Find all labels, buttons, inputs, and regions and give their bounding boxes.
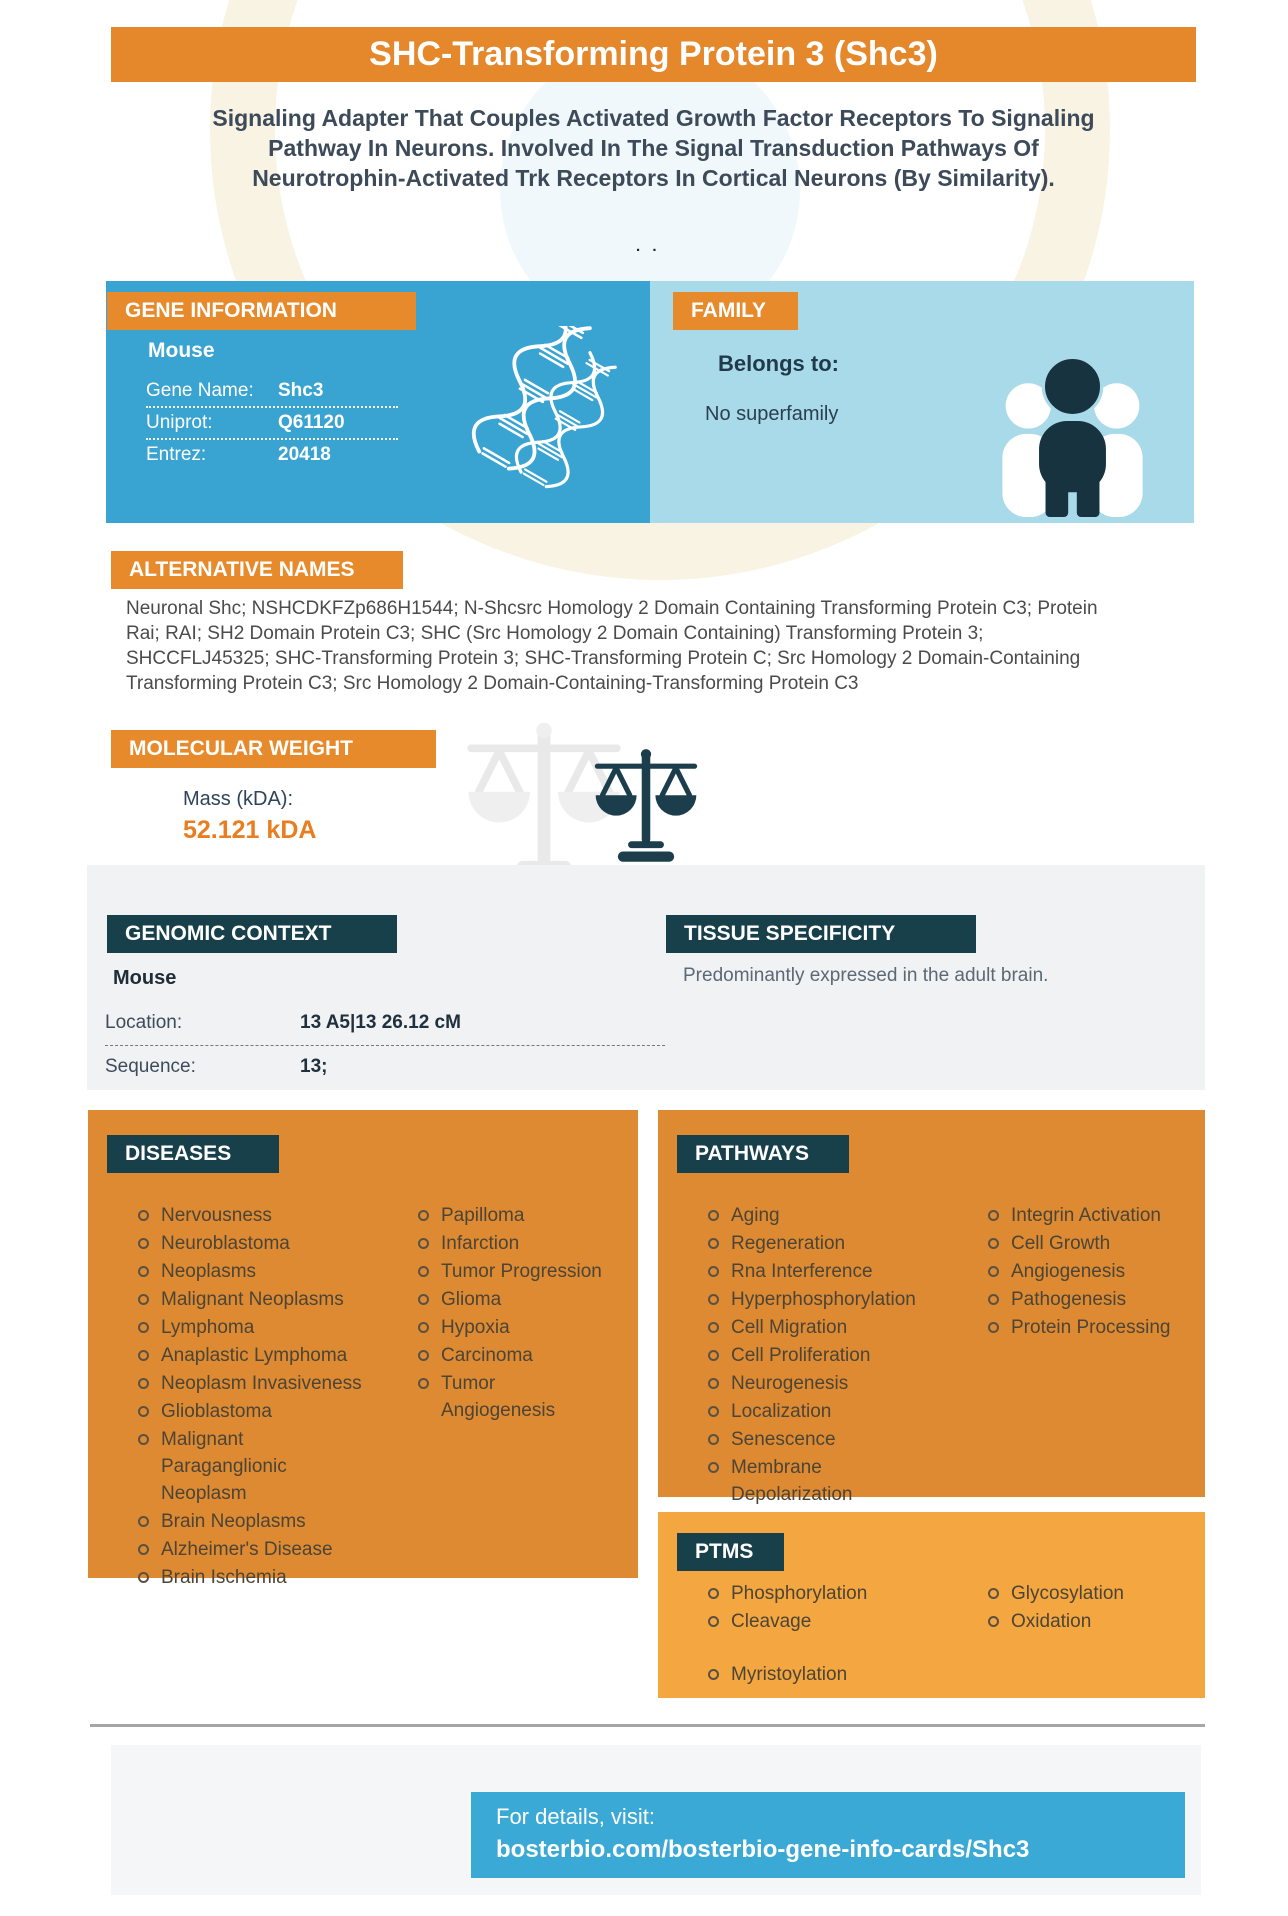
bullet-icon: [988, 1588, 999, 1599]
list-item: Glioblastoma: [138, 1398, 363, 1425]
row-value: Shc3: [278, 380, 324, 401]
row-label: Gene Name:: [146, 380, 254, 401]
table-row: [105, 1055, 665, 1079]
bullet-icon: [708, 1378, 719, 1389]
list-item: Brain Neoplasms: [138, 1508, 363, 1535]
list-item: Neuroblastoma: [138, 1230, 363, 1257]
list-item: Myristoylation: [708, 1661, 928, 1688]
bullet-icon: [988, 1322, 999, 1333]
gene-info-table: [146, 379, 398, 473]
summary-line: Pathway In Neurons. Involved In The Signal Transduction Pathways Of: [268, 135, 1039, 161]
bullet-icon: [418, 1350, 429, 1361]
molecular-weight-heading: MOLECULAR WEIGHT: [111, 730, 436, 768]
row-label: Uniprot:: [146, 412, 213, 433]
footer-divider: [90, 1724, 1205, 1727]
bullet-icon: [418, 1378, 429, 1389]
bullet-icon: [988, 1616, 999, 1627]
dna-icon: [458, 326, 638, 516]
family-heading: FAMILY: [673, 292, 798, 330]
list-item: Malignant Paraganglionic Neoplasm: [138, 1426, 363, 1507]
pathways-column-2: [988, 1202, 1188, 1342]
bullet-icon: [418, 1322, 429, 1333]
list-item: Cell Migration: [708, 1314, 928, 1341]
mass-label: Mass (kDA):: [183, 788, 293, 810]
row-value: 13 A5|13 26.12 cM: [300, 1012, 461, 1033]
mass-value: 52.121 kDA: [183, 816, 317, 844]
list-item: Neoplasms: [138, 1258, 363, 1285]
list-item: Protein Processing: [988, 1314, 1188, 1341]
species-label: Mouse: [148, 339, 215, 362]
alt-name-line: SHCCFLJ45325; SHC-Transforming Protein 3; SHC-Transforming Protein C; Src Homology 2 Domain-Containing: [126, 648, 1081, 669]
bullet-icon: [988, 1210, 999, 1221]
belongs-to-value: No superfamily: [705, 403, 839, 425]
row-label: Location:: [105, 1012, 183, 1033]
bullet-icon: [138, 1350, 149, 1361]
bullet-icon: [418, 1210, 429, 1221]
table-row: [146, 411, 398, 440]
stray-dots: . .: [636, 238, 661, 255]
ptms-column-2: [988, 1580, 1188, 1636]
bullet-icon: [418, 1294, 429, 1305]
list-item: Regeneration: [708, 1230, 928, 1257]
pathways-panel: [658, 1110, 1205, 1505]
tissue-specificity-text: Predominantly expressed in the adult brain.: [683, 965, 1049, 986]
list-item: Neurogenesis: [708, 1370, 928, 1397]
bullet-icon: [708, 1210, 719, 1221]
list-item: Alzheimer's Disease: [138, 1536, 363, 1563]
list-item: Anaplastic Lymphoma: [138, 1342, 363, 1369]
bullet-icon: [708, 1350, 719, 1361]
row-value: 13;: [300, 1056, 328, 1077]
page-title: SHC-Transforming Protein 3 (Shc3): [111, 27, 1196, 82]
summary-line: Neurotrophin-Activated Trk Receptors In Cortical Neurons (By Similarity).: [252, 165, 1055, 191]
list-item: Nervousness: [138, 1202, 363, 1229]
list-item: Aging: [708, 1202, 928, 1229]
row-value: Q61120: [278, 412, 345, 433]
pathways-heading: PATHWAYS: [677, 1135, 849, 1173]
diseases-heading: DISEASES: [107, 1135, 279, 1173]
tissue-specificity-heading: TISSUE SPECIFICITY: [666, 915, 976, 953]
species-label: Mouse: [113, 967, 177, 989]
family-panel: [650, 281, 1194, 523]
alternative-names-heading: ALTERNATIVE NAMES: [111, 551, 403, 589]
bullet-icon: [138, 1378, 149, 1389]
list-item: Carcinoma: [418, 1342, 613, 1369]
people-group-icon: [980, 339, 1165, 517]
gene-summary: [111, 103, 1196, 193]
bullet-icon: [138, 1544, 149, 1555]
bullet-icon: [138, 1294, 149, 1305]
list-item: Membrane Depolarization: [708, 1454, 928, 1508]
bullet-icon: [138, 1238, 149, 1249]
bullet-icon: [708, 1406, 719, 1417]
list-item: Infarction: [418, 1230, 613, 1257]
gene-information-heading: GENE INFORMATION: [107, 292, 416, 330]
list-item: Brain Ischemia: [138, 1564, 363, 1591]
list-item: Glioma: [418, 1286, 613, 1313]
list-item: Lymphoma: [138, 1314, 363, 1341]
bullet-icon: [418, 1238, 429, 1249]
bullet-icon: [708, 1294, 719, 1305]
summary-line: Signaling Adapter That Couples Activated Growth Factor Receptors To Signaling: [212, 105, 1095, 131]
list-item: Cleavage: [708, 1608, 928, 1635]
list-item: Cell Proliferation: [708, 1342, 928, 1369]
bullet-icon: [138, 1266, 149, 1277]
list-item: Oxidation: [988, 1608, 1188, 1635]
list-item: Papilloma: [418, 1202, 613, 1229]
alt-name-line: Transforming Protein C3; Src Homology 2 Domain-Containing-Transforming Protein C3: [126, 673, 859, 694]
alt-name-line: Rai; RAI; SH2 Domain Protein C3; SHC (Src Homology 2 Domain Containing) Transforming Protein 3;: [126, 623, 984, 644]
genomic-context-heading: GENOMIC CONTEXT: [107, 915, 397, 953]
bullet-icon: [708, 1266, 719, 1277]
bullet-icon: [138, 1406, 149, 1417]
diseases-column-1: [138, 1202, 363, 1592]
gene-card-link[interactable]: bosterbio.com/bosterbio-gene-info-cards/Shc3: [496, 1836, 1030, 1863]
list-item: Neoplasm Invasiveness: [138, 1370, 363, 1397]
list-item: Hyperphosphorylation: [708, 1286, 928, 1313]
list-item: Hypoxia: [418, 1314, 613, 1341]
list-item: Rna Interference: [708, 1258, 928, 1285]
table-row: [146, 379, 398, 408]
table-row: [105, 1011, 665, 1046]
list-item: Integrin Activation: [988, 1202, 1188, 1229]
balance-scale-icon: [582, 744, 710, 872]
list-item: Tumor Progression: [418, 1258, 613, 1285]
belongs-to-label: Belongs to:: [718, 351, 839, 376]
list-item: Senescence: [708, 1426, 928, 1453]
gene-information-panel: [106, 281, 650, 523]
row-label: Sequence:: [105, 1056, 196, 1077]
genomic-context-table: [105, 1011, 665, 1079]
bullet-icon: [138, 1210, 149, 1221]
bullet-icon: [708, 1669, 719, 1680]
list-item: Malignant Neoplasms: [138, 1286, 363, 1313]
list-item: Cell Growth: [988, 1230, 1188, 1257]
bullet-icon: [988, 1294, 999, 1305]
list-item: Pathogenesis: [988, 1286, 1188, 1313]
bullet-icon: [138, 1434, 149, 1445]
genomic-tissue-band: [87, 865, 1205, 1090]
bullet-icon: [708, 1322, 719, 1333]
bullet-icon: [708, 1238, 719, 1249]
ptms-heading: PTMS: [677, 1533, 784, 1571]
alt-name-line: Neuronal Shc; NSHCDKFZp686H1544; N-Shcsrc Homology 2 Domain Containing Transforming Protein C3; Protein: [126, 598, 1098, 619]
list-item: Localization: [708, 1398, 928, 1425]
table-row: [146, 443, 398, 470]
ptms-column-1: [708, 1580, 928, 1689]
bullet-icon: [988, 1238, 999, 1249]
diseases-panel: [88, 1110, 638, 1588]
list-item: Tumor Angiogenesis: [418, 1370, 613, 1424]
bullet-icon: [418, 1266, 429, 1277]
ptms-panel: [658, 1512, 1205, 1698]
bullet-icon: [988, 1266, 999, 1277]
footer-callout: [471, 1792, 1185, 1878]
alternative-names-text: [126, 596, 1188, 696]
bullet-icon: [708, 1462, 719, 1473]
list-item: Angiogenesis: [988, 1258, 1188, 1285]
pathways-column-1: [708, 1202, 928, 1509]
row-label: Entrez:: [146, 444, 207, 465]
bullet-icon: [138, 1322, 149, 1333]
bullet-icon: [708, 1616, 719, 1627]
row-value: 20418: [278, 444, 331, 465]
bullet-icon: [138, 1572, 149, 1583]
visit-label: For details, visit:: [496, 1804, 655, 1829]
list-item: Glycosylation: [988, 1580, 1188, 1607]
list-item: Phosphorylation: [708, 1580, 928, 1607]
bullet-icon: [138, 1516, 149, 1527]
bullet-icon: [708, 1588, 719, 1599]
bullet-icon: [708, 1434, 719, 1445]
diseases-column-2: [418, 1202, 613, 1425]
